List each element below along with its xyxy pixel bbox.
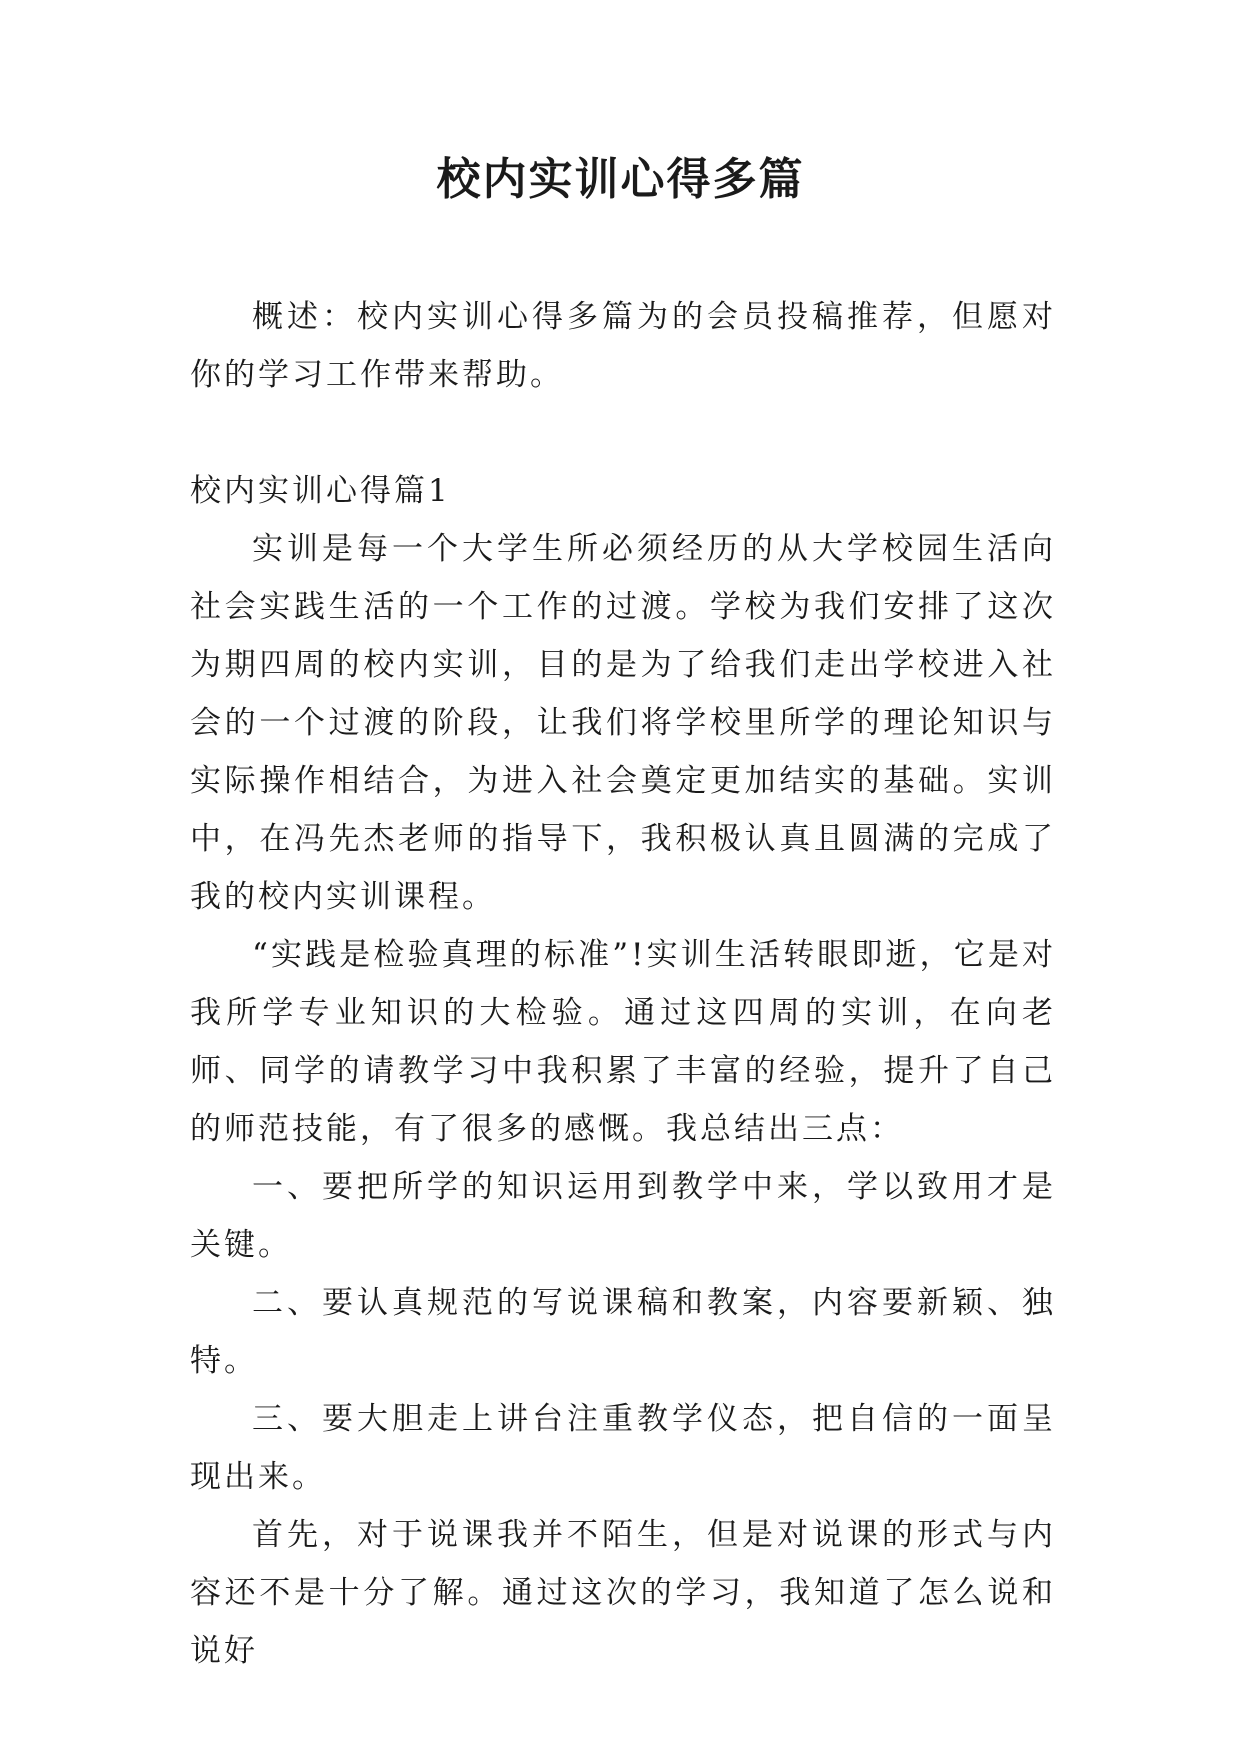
- document-title: 校内实训心得多篇: [436, 154, 805, 205]
- body-paragraph: 首先，对于说课我并不陌生，但是对说课的形式与内容还不是十分了解。通过这次的学习，我知道了怎么说和说好: [190, 1517, 1056, 1669]
- document-body: [190, 288, 1056, 1680]
- body-paragraph: 一、要把所学的知识运用到教学中来，学以致用才是关键。: [190, 1169, 1056, 1263]
- section-heading: 校内实训心得篇1: [190, 473, 451, 509]
- body-paragraph: 三、要大胆走上讲台注重教学仪态，把自信的一面呈现出来。: [190, 1401, 1056, 1495]
- body-paragraph: “实践是检验真理的标准”!实训生活转眼即逝，它是对我所学专业知识的大检验。通过这四周的实训，在向老师、同学的请教学习中我积累了丰富的经验，提升了自己的师范技能，有了很多的感慨。我总结出三点：: [190, 937, 1056, 1147]
- body-paragraph: 实训是每一个大学生所必须经历的从大学校园生活向社会实践生活的一个工作的过渡。学校为我们安排了这次为期四周的校内实训，目的是为了给我们走出学校进入社会的一个过渡的阶段，让我们将学校里所学的理论知识与实际操作相结合，为进入社会奠定更加结实的基础。实训中，在冯先杰老师的指导下，我积极认真且圆满的完成了我的校内实训课程。: [190, 531, 1056, 915]
- summary-paragraph: 概述：校内实训心得多篇为的会员投稿推荐，但愿对你的学习工作带来帮助。: [190, 299, 1056, 393]
- body-paragraph: 二、要认真规范的写说课稿和教案，内容要新颖、独特。: [190, 1285, 1056, 1379]
